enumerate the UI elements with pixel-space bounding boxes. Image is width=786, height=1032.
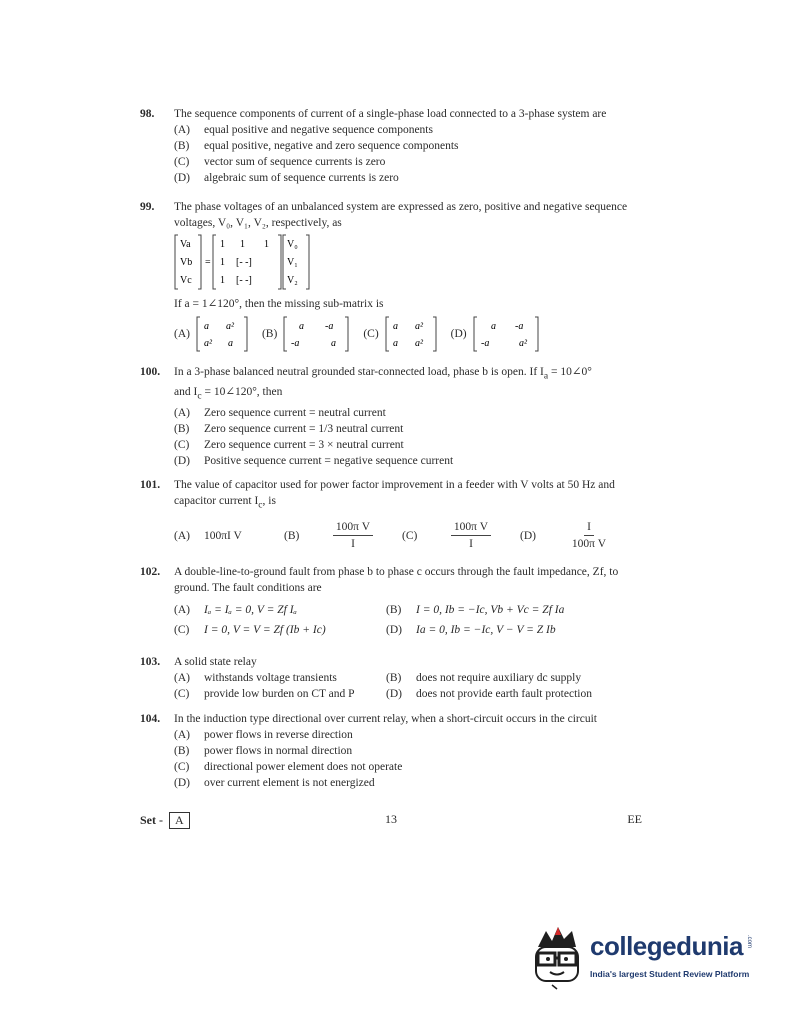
lhs-vc: Vc <box>180 275 192 286</box>
question-text: The phase voltages of an unbalanced system are expressed as zero, positive and negative sequence voltages, V₀, V₁, V₂, respectively, as <box>174 201 628 229</box>
option-a: (A) Zero sequence current = neutral current <box>174 406 386 419</box>
question-text: In the induction type directional over current relay, when a short-circuit occurs in the circuit <box>174 713 597 725</box>
option-a: (A) Iₐ = Iₐ = 0, V = Zf Iₐ <box>174 604 297 616</box>
svg-text:a: a <box>392 338 398 349</box>
svg-text:a: a <box>392 321 398 332</box>
option-c: (C) directional power element does not operate <box>174 761 403 773</box>
option-a: (A) a a² a² a <box>174 316 248 352</box>
option-row <box>174 602 650 618</box>
question-number: 104. <box>140 713 161 725</box>
option-d: (D) a -a -a a² <box>451 316 539 352</box>
set-label: Set - <box>140 813 163 827</box>
option-b-matrix <box>283 316 349 352</box>
question-104 <box>140 711 650 791</box>
brand-name: collegedunia <box>590 931 743 961</box>
question-number: 99. <box>140 201 155 213</box>
question-text: A double-line-to-ground fault from phase b to phase c occurs through the fault impedance, Zf, to ground. The fault conditions are <box>174 566 619 594</box>
question-number: 101. <box>140 479 161 491</box>
svg-text:a: a <box>331 338 337 349</box>
lhs-va: Va <box>180 239 191 250</box>
collegedunia-logo <box>528 925 758 995</box>
option-b: (B) power flows in normal direction <box>174 745 353 757</box>
brand-tagline: India's largest Student Review Platform <box>590 969 750 979</box>
matrix-missing: [- -] <box>236 275 252 286</box>
option-d: (D) does not provide earth fault protection <box>386 688 592 700</box>
option-b: (B) Zero sequence current = 1/3 neutral current <box>174 422 404 435</box>
question-text: A solid state relay <box>174 656 257 668</box>
svg-text:a²: a² <box>414 338 423 349</box>
page-number: 13 <box>385 812 397 826</box>
rhs-v2: V₂ <box>287 275 298 286</box>
question-100 <box>140 364 650 469</box>
option-d-matrix <box>473 316 539 352</box>
option-row: (A) 100πI V (B) $\frac{\text{100π V}}{I}$ (C) $\frac{\text{100π V}}{I}$ (D) $\frac{I}{\text{100π V}}$ <box>174 519 650 552</box>
option-c: (C) Zero sequence current = 3 × neutral current <box>174 438 404 451</box>
svg-text:a: a <box>490 321 496 332</box>
svg-text:-a: -a <box>325 321 334 332</box>
svg-text:a²: a² <box>225 321 234 332</box>
option-row <box>174 622 650 638</box>
option-b-fraction: $\frac{\text{100π V}}{I}$ <box>318 519 388 552</box>
set-value: A <box>169 812 190 829</box>
svg-text:a: a <box>203 321 209 332</box>
option-b: (B) I = 0, Ib = −Ic, Vb + Vc = Zf Ia <box>386 604 565 616</box>
option-b: (B) equal positive, negative and zero sequence components <box>174 140 459 152</box>
svg-text:a²: a² <box>414 321 423 332</box>
option-c-fraction: $\frac{\text{100π V}}{I}$ <box>436 519 506 552</box>
lhs-vb: Vb <box>180 257 193 268</box>
brand-domain: .com <box>746 935 752 949</box>
option-d: (D) algebraic sum of sequence currents is zero <box>174 172 399 184</box>
svg-text:a²: a² <box>518 338 527 349</box>
svg-text:a²: a² <box>203 338 212 349</box>
option-c: (C) a a² a a² <box>363 316 436 352</box>
subject-code: EE <box>627 812 642 826</box>
svg-text:-a: -a <box>480 338 489 349</box>
option-d: (D) over current element is not energized <box>174 777 375 789</box>
option-a: (A) withstands voltage transients <box>174 672 337 684</box>
mascot-icon <box>528 925 586 993</box>
option-c-matrix <box>385 316 437 352</box>
question-98 <box>140 106 650 186</box>
question-condition: If a = 1∠120°, then the missing sub-matrix is <box>174 298 384 310</box>
option-row <box>174 686 650 702</box>
question-number: 102. <box>140 566 161 578</box>
rhs-v1: V₁ <box>287 257 298 268</box>
question-99 <box>140 199 650 352</box>
equals-sign: = <box>205 257 211 268</box>
matrix-cell: 1 <box>220 275 225 286</box>
option-a: (A) power flows in reverse direction <box>174 729 353 741</box>
option-d: (D) Positive sequence current = negative sequence current <box>174 454 454 467</box>
question-103 <box>140 654 650 702</box>
option-b: (B) does not require auxiliary dc supply <box>386 672 582 684</box>
svg-text:-a: -a <box>514 321 523 332</box>
matrix-cell: 1 <box>220 239 225 250</box>
page-footer <box>140 812 650 829</box>
question-text: In a 3-phase balanced neutral grounded star-connected load, phase b is open. If $I_a$ = 10∠0° <box>174 366 592 382</box>
question-text: The sequence components of current of a single-phase load connected to a 3-phase system are <box>174 108 607 120</box>
question-102 <box>140 564 650 638</box>
option-c: (C) I = 0, V = V = Zf (Ib + Ic) <box>174 624 326 636</box>
option-c: (C) vector sum of sequence currents is zero <box>174 156 386 168</box>
matrix-cell: 1 <box>240 239 245 250</box>
question-number: 100. <box>140 366 161 378</box>
svg-text:a: a <box>227 338 233 349</box>
question-101 <box>140 477 650 552</box>
sequence-matrix-equation <box>174 233 334 291</box>
option-row <box>174 670 650 686</box>
matrix-cell: 1 <box>220 257 225 268</box>
question-text: The value of capacitor used for power factor improvement in a feeder with V volts at 50 Hz and capacitor current $I_c$, is <box>174 479 615 511</box>
matrix-cell: 1 <box>264 239 269 250</box>
matrix-missing: [- -] <box>236 257 252 268</box>
matrix-options <box>174 316 650 352</box>
svg-text:a: a <box>299 321 305 332</box>
option-a-matrix <box>196 316 248 352</box>
option-d-fraction: $\frac{I}{\text{100π V}}$ <box>571 521 607 551</box>
question-number: 98. <box>140 108 155 120</box>
option-b: (B) a -a -a a <box>262 316 349 352</box>
question-number: 103. <box>140 656 161 668</box>
option-c: (C) provide low burden on CT and P <box>174 688 355 700</box>
question-text-cont: and $I_c$ = 10∠120°, then <box>174 386 283 402</box>
option-a-value: 100πI V <box>204 529 242 542</box>
option-d: (D) Ia = 0, Ib = −Ic, V − V = Z Ib <box>386 624 556 636</box>
svg-text:-a: -a <box>291 338 300 349</box>
rhs-v0: V₀ <box>287 239 298 250</box>
option-a: (A) equal positive and negative sequence components <box>174 124 433 136</box>
